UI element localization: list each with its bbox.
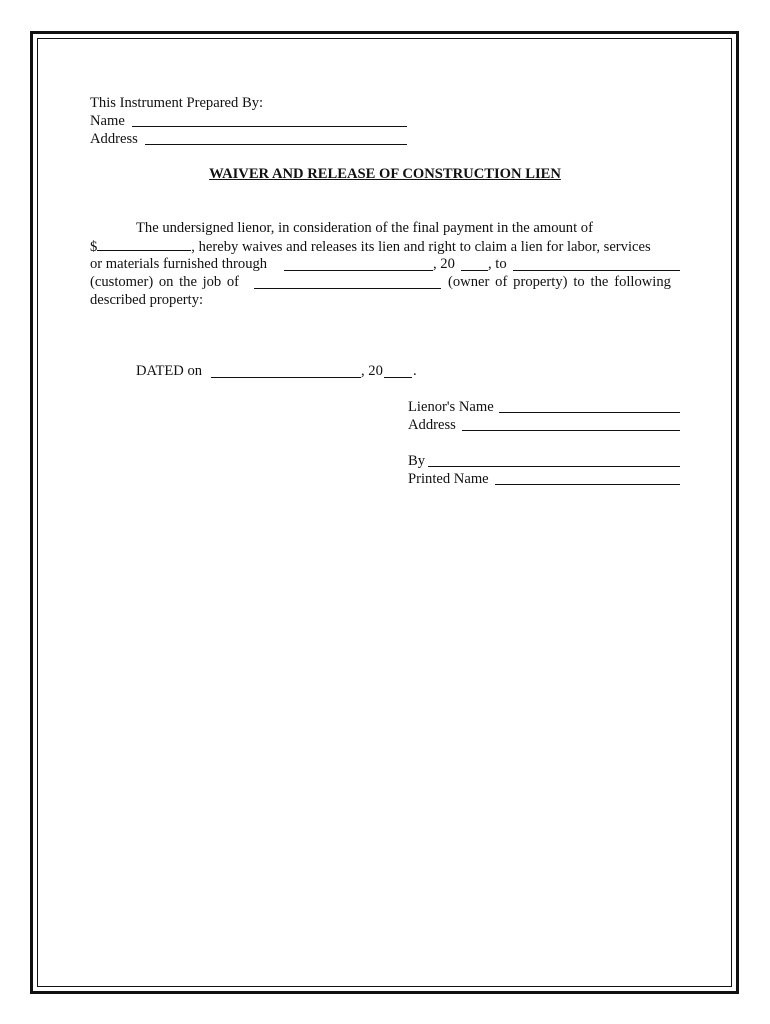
payment-amount-field[interactable] <box>97 237 191 251</box>
lienor-address-field[interactable] <box>462 430 680 431</box>
dated-year-field[interactable] <box>384 377 412 378</box>
lienor-name-label: Lienor's Name <box>408 399 494 415</box>
body-line-1-text: The undersigned lienor, in consideration of the final payment in the amount of <box>136 220 593 236</box>
preparer-address-field[interactable] <box>145 144 407 145</box>
printed-name-label: Printed Name <box>408 471 489 487</box>
dollar-sign: $ <box>90 239 98 255</box>
body-line-2 <box>90 237 680 256</box>
printed-name-field[interactable] <box>495 484 680 485</box>
lienor-name-field[interactable] <box>499 412 680 413</box>
furnished-through-year-field[interactable] <box>461 270 488 271</box>
job-owner-field[interactable] <box>254 288 441 289</box>
lienor-address-label: Address <box>408 417 456 433</box>
body-line-3a: or materials furnished through <box>90 256 268 272</box>
amount-dollar-sign <box>90 237 651 256</box>
preparer-name-field[interactable] <box>132 126 407 127</box>
preparer-name-label: Name <box>90 113 125 129</box>
by-label: By <box>408 453 426 469</box>
document-title: WAIVER AND RELEASE OF CONSTRUCTION LIEN <box>209 166 561 182</box>
dated-year-prefix: , 20 <box>361 363 383 379</box>
body-line-3b: , 20 <box>433 256 455 272</box>
body-line-2-text: , hereby waives and releases its lien and right to claim a lien for labor, services <box>191 239 651 255</box>
dated-label: DATED on <box>136 363 203 379</box>
dated-day-field[interactable] <box>211 377 361 378</box>
signature-by-field[interactable] <box>428 466 680 467</box>
body-line-3c: , to <box>488 256 507 272</box>
body-line-4b: (owner of property) to the following <box>448 274 671 290</box>
body-line-5: described property: <box>90 292 204 308</box>
prepared-by-heading: This Instrument Prepared By: <box>90 95 264 111</box>
furnished-through-date-field[interactable] <box>284 270 433 271</box>
body-line-1 <box>136 219 680 237</box>
body-line-4a: (customer) on the job of <box>90 274 240 290</box>
customer-name-field[interactable] <box>513 270 680 271</box>
dated-end: . <box>413 363 417 379</box>
preparer-address-label: Address <box>90 131 138 147</box>
